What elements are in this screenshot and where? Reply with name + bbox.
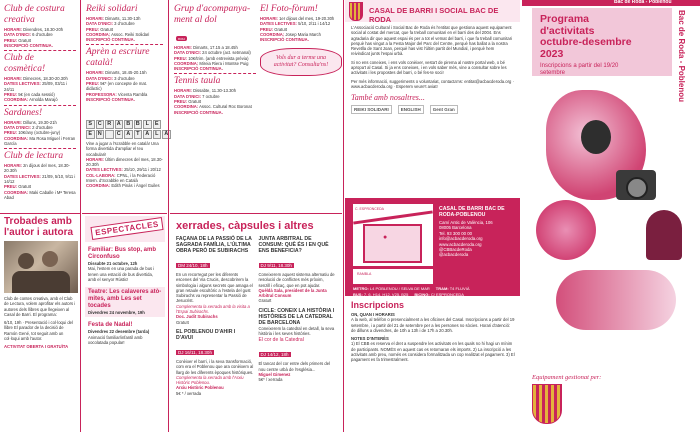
address-line[interactable]: @CBBacdeRoda — [439, 247, 472, 253]
talk-item — [259, 236, 337, 304]
map-pin-icon: ● — [383, 234, 388, 241]
column-3-right-items — [256, 0, 346, 78]
activity-line-label: DATES LECTIVES: — [4, 81, 41, 87]
activity-line-value: 3 d'octubre — [114, 21, 135, 27]
activity-line-value: Josep Maria March — [285, 31, 321, 37]
activity-line-label: PREU: — [174, 99, 188, 105]
talk-subtitle: El cor de la Catedral — [258, 337, 304, 344]
transport-label: BICING: — [414, 292, 430, 297]
activity-line-value: 6 d'octubre — [32, 32, 53, 38]
authors-photo — [4, 241, 78, 293]
transport-item — [353, 286, 430, 291]
activity-line-label: HORARI: — [260, 16, 278, 21]
activity-line — [174, 66, 256, 71]
address-line[interactable]: @acbacderoda — [439, 252, 469, 258]
event-item — [85, 245, 165, 284]
activity-line-value: Gratuït — [18, 184, 32, 190]
talk-title: CICLE: CONEIX LA HISTÒRIA I HISTÒRIES DE LA CATEDRAL DE BARCELONA — [258, 307, 335, 326]
divider — [170, 213, 342, 214]
activity-line-label: PREU: — [4, 37, 18, 43]
activity-line-value: Edith Pinás i Àngel Guiles — [111, 183, 160, 189]
activity-line-label: COL·LABORA: — [86, 172, 116, 178]
activity-line-value: Gratuït — [188, 99, 202, 105]
activity-line-value: Vicenta Rambla — [117, 91, 148, 97]
activity-line-value: Dimarts, 11.30-13h — [105, 16, 141, 21]
mask-icon — [646, 210, 682, 260]
activity-line-value: Assoc. Cultural Roc Boronat — [199, 104, 252, 110]
activity-line-label: INSCRIPCIÓ CONTINUA. — [174, 109, 223, 115]
activity-line-label: COORDINA: — [174, 60, 199, 66]
scrabble-tile: N — [96, 130, 105, 139]
event-body: Animació familiar/infantil amb xocolatada popular! — [88, 334, 143, 346]
scrabble-tile: B — [124, 120, 133, 129]
scrabble-details — [86, 157, 163, 189]
map-label-1: C. ESPRONCEDA — [355, 207, 384, 211]
activity-title: Club de cosmètica! — [4, 53, 46, 75]
address-block — [345, 198, 520, 296]
activity-line-label: HORARI: — [4, 163, 22, 169]
activity-line-label: HORARI: — [86, 16, 104, 21]
activity-line-label: HORARI: — [174, 88, 192, 94]
separator — [4, 148, 76, 149]
activity-line-label: DATES LECTIVES: — [260, 21, 297, 27]
activity-line-value: Dissabte, 11.30-13.30h — [193, 88, 237, 94]
event-title: Festa de Nadal! — [88, 322, 133, 329]
activity-line-value: CPNL, i la Federació Intern. d'Scrabble en Català — [86, 172, 156, 184]
activity-item — [4, 53, 76, 102]
activity-line-value: Gratuït — [100, 26, 114, 32]
partner-logo: Gent Gran — [430, 105, 458, 114]
activity-line-value: 1er dijous del mes, 19-20.30h — [279, 16, 335, 21]
activity-line — [86, 81, 163, 92]
column-4 — [345, 0, 520, 432]
activity-line-value: 7 octubre — [202, 93, 220, 99]
scrabble-body: Vine a jugar a l'scrabble en català! Una forma divertida d'ampliar el teu vocabulari! — [86, 141, 159, 157]
crest-icon — [349, 2, 363, 21]
cover — [522, 0, 700, 432]
transport-value: 7, 6, H14, H12, V25, B25 — [363, 292, 409, 297]
activity-line-value: 5€* (en concepte de mat. didàctic) — [86, 81, 147, 92]
partners-logos — [351, 105, 514, 114]
activity-line-label: INSCRIPCIÓ CONTINUA. — [174, 66, 223, 72]
activity-line-value: 3 d'octubre — [114, 75, 135, 81]
scrabble-tile — [105, 130, 114, 139]
cover-subtitle: Inscripcions a partir del 19/20 setembre — [540, 63, 619, 76]
managed-by: Equipament gestionat per: — [532, 374, 602, 381]
scrabble-tile: L — [143, 120, 152, 129]
talk-price — [259, 377, 337, 382]
scrabble-tiles-top — [86, 120, 161, 129]
activity-line — [86, 183, 163, 188]
activity-line — [4, 81, 76, 92]
about-paragraph: L'Associació Cultural i Social Bac de Roda és l'entitat que gestiona aquest equipament social al costat del mercat, que fa treball comunitari en el barri des del 2004. Ens agradaria dir que aquest espai és per a tot el veïnat del barri, i que fa treball comunitari perquè has vingut a la Festa Major del Parc del Centre, perquè has ballat a la nostra Revetlla de Sant Joan, perquè has vist l'últim partit del Mundial, i perquè hem reivindicat junts l'espai urbà. — [351, 25, 513, 57]
inscriptions-body: A la web, al telèfon o presencialment a les oficines del Casal. Inscripcions a partir del 19 setembre, i a partir del 21 de setembre per a les persones no sòcies. Horari d'atenció: de dilluns a divendres, de 10h a 13h i de 17h a 20.30h. — [351, 317, 515, 333]
scrabble-tiles — [86, 120, 169, 139]
inscriptions-head: ON, QUAN I HORARIS — [351, 312, 395, 317]
activity-item — [4, 4, 76, 48]
address-line: Tel. 93 300 00 00 — [439, 230, 472, 236]
activity-line-label: DATA D'INICI: — [174, 50, 201, 56]
talk-price-value: Gratuït — [176, 319, 189, 325]
event-title: Teatre: Les calaveres atò-mites, amb Les set tocades — [88, 289, 162, 310]
talk-item — [176, 236, 254, 325]
talk-price-value: Gratuït — [258, 298, 272, 304]
activity-line-label: COORDINA: — [4, 189, 29, 195]
activity-item — [4, 151, 76, 200]
column-3-top — [170, 0, 342, 213]
activity-line-value: 2n dijous del mes, 18.30-20.30h — [4, 163, 70, 174]
inscriptions-title: Inscripcions — [351, 300, 405, 310]
address-line: Camí Antic de València, 106 — [439, 220, 493, 225]
activity-title: Tennis taula — [174, 76, 221, 87]
address-line[interactable]: www.acbacderoda.org — [439, 241, 482, 247]
activity-line-label: INSCRIPCIÓ CONTINUA. — [4, 42, 53, 48]
scrabble-tile: L — [153, 130, 162, 139]
column-1-items — [0, 0, 80, 202]
activity-line — [4, 136, 76, 147]
activity-line-label: HORARI: — [4, 27, 22, 32]
transport-value: L4 POBLENOU / SELVA DE MAR — [369, 286, 430, 291]
cover-header: Bac de Roda - Poblenou — [614, 0, 672, 5]
activity-line — [4, 190, 76, 201]
activity-line-label: DATA D'INICI: — [4, 124, 31, 130]
event-title: Familiar: Bus stop, amb Circonfuso — [88, 247, 157, 260]
talk-date: DJ 9/11, 18.30h — [260, 263, 292, 268]
activity-line-label: PREU: — [4, 92, 18, 98]
activity-line-label: COORDINA: — [4, 135, 29, 141]
activity-line-label: COORDINA: — [86, 183, 111, 189]
activity-line — [86, 97, 163, 102]
notes-body: 1) El CBB es reserva el dret a suspendre les activitats en les quals no hi hagi un mínim de participants. NOMÉS en aquest cas es retornaran els imports. 2) La inscripció a les activitats amb preu, només es considera formalitzada un cop realitzat el pagament. 3) El pagament es fa trimestralment. — [351, 341, 515, 363]
transport-label: BUS: — [353, 292, 363, 297]
about-section — [345, 22, 520, 117]
column-3 — [170, 0, 342, 432]
scrabble-tile: E — [153, 120, 162, 129]
talk-item — [259, 308, 337, 383]
activity-line-value: 5€ (en cada sessió) — [18, 92, 55, 98]
talk-price — [259, 298, 337, 303]
events-header — [85, 216, 165, 242]
scrabble-tile: A — [124, 130, 133, 139]
talk-title: JUNTA ARBITRAL DE CONSUM: QUÈ ÉS I EN QUÈ ENS BENEFICIA? — [258, 236, 329, 254]
transport-info — [353, 286, 518, 297]
talk-body: En un recorregut per les diferents escenes del Via Crucis, descobrirem la simbologia i alguns secrets que amaga el gran retaule escultòric a l'estela del gust Subirachs va representar la Passió de Jesucrist. — [176, 272, 253, 304]
activity-title: Aprèn a escriure català! — [86, 47, 150, 69]
event-item — [85, 287, 165, 317]
events-list — [85, 245, 165, 347]
talk-note: Complementa la xerrada amb la visita a l'Espai Subirachs. — [176, 303, 250, 315]
activity-item — [174, 76, 256, 114]
transport-label: METRO: — [353, 286, 369, 291]
cover-title: Programa d'activitats octubre-desembre 2023 — [540, 13, 632, 60]
talk-date: DM 24/10, 18h — [178, 263, 208, 268]
activity-line-value: 5/10, 2/11 i 14/12 — [298, 21, 331, 27]
activity-item — [86, 47, 163, 102]
activity-line-value: Dimarts, 18.45-20.15h — [105, 70, 147, 76]
activity-line — [260, 37, 342, 42]
scrabble-tile: C — [96, 120, 105, 129]
scrabble-tile: T — [134, 130, 143, 139]
activity-title: Club de costura creativa — [4, 4, 65, 25]
talks-title: xerrades, càpsules i altres — [176, 220, 314, 232]
activity-line-label: HORARI: — [174, 45, 192, 50]
event-body: Mai, l'estem en una parada de bus i tenen una estació de bus divertida, amb el senyor Rústic! — [88, 266, 155, 282]
address-title: CASAL DE BARRI BAC DE RODA-POBLENOU — [439, 206, 505, 218]
talk-teacher-value: Quèldà Sala, president de la Junta Arbitral Consum — [258, 287, 327, 299]
column-3-left-items — [170, 0, 260, 117]
activity-line-label: PREU: — [174, 55, 188, 61]
activity-line-label: HORARI: — [4, 76, 22, 82]
activity-line-value: Dilluns, 19.30-21h — [23, 119, 57, 125]
activity-line-label: COORDINA: — [174, 104, 199, 110]
cover-title-box — [532, 8, 672, 76]
authors-title: Trobades amb l'autor i autora — [4, 216, 74, 238]
scrabble-tile: E — [86, 130, 95, 139]
activity-line-label: DATA D'INICI: — [174, 93, 201, 99]
banner-text: CASAL DE BARRI I SOCIAL BAC DE RODA — [369, 6, 499, 24]
activity-line-label: DATES LECTIVES: — [86, 167, 123, 173]
event-item — [85, 320, 165, 347]
scrabble-tile: A — [115, 120, 124, 129]
talk-subbody: El tancat del cor entre dels primers del nou centre urbà de l'església... — [258, 361, 330, 372]
talk-note: Complementa la xerrada amb l'Arxiu Històric Poblenou. — [176, 374, 244, 386]
column-divider — [80, 0, 81, 432]
separator — [4, 105, 76, 106]
activity-line-value: 25/10, 29/11 i 20/12 — [124, 167, 161, 173]
talks-right — [259, 236, 337, 400]
scrabble-tile: A — [143, 130, 152, 139]
activity-item — [4, 108, 76, 146]
address-lines — [439, 220, 517, 258]
activity-line-label: INSCRIPCIÓ CONTINUA. — [260, 37, 309, 43]
scrabble-tile: B — [134, 120, 143, 129]
activity-title: El Foto-fòrum! — [260, 4, 318, 14]
talk-date: DJ 16/11, 18.30h — [178, 349, 212, 355]
activity-line-value: 10€/trim. (amb entrevista prèvia) — [188, 55, 249, 61]
activity-line-value: Divendres, 18.30-20h — [23, 27, 64, 32]
activity-line-value: Assoc. Reiki Solidari — [111, 31, 150, 37]
activity-line-value: 2 d'octubre — [32, 124, 53, 130]
talk-subdate: DJ 14/12, 18h — [260, 352, 289, 358]
new-badge: nou — [178, 36, 185, 41]
separator — [4, 50, 76, 51]
events-header-label: ESPECTACLES — [90, 217, 163, 240]
activity-line-value: Arnolda Marajó — [29, 97, 58, 103]
cover-top-band — [522, 0, 700, 6]
activity-title: Reiki solidari — [86, 4, 138, 14]
activity-line-value: 24 octubre (act. setmanal) — [202, 50, 251, 56]
activity-item — [86, 4, 163, 42]
activity-line-label: PREU: — [260, 26, 274, 32]
activity-title: Club de lectura — [4, 151, 64, 162]
activity-line-label: INSCRIPCIÓ CONTINUA. — [86, 37, 135, 43]
about-paragraph: Si no ens coneixes, i ens vols conèixer, vesta't de pirema al nostre portal web, o bé apropa't al Casal. Si ja ens coneixes, i en vols saber més, vine a consultar sobre les activitats i les propostes del barri, o bé fes-te soci! — [351, 59, 507, 76]
authors-section — [4, 216, 78, 350]
activity-line-label: COORDINA: — [4, 97, 29, 103]
transport-value: T4 FLUVIÀ — [449, 286, 470, 291]
activity-line-label: INSCRIPCIÓ CONTINUA. — [86, 96, 135, 102]
scrabble-tile: S — [86, 120, 95, 129]
activity-line — [4, 43, 76, 48]
activity-line — [4, 174, 76, 185]
activity-line-value: 25/09, 03/11 i 24/11 — [4, 81, 68, 92]
column-divider — [168, 0, 169, 432]
activity-line-label: DATES LECTIVES: — [4, 173, 41, 179]
divider — [82, 213, 167, 214]
activity-line-label: HORARI: — [86, 70, 104, 76]
activity-line — [4, 163, 76, 174]
notes-head: NOTES D'INTERÈS — [351, 336, 389, 342]
event-date: Dissabte 21 octubre, 12h — [88, 261, 138, 266]
cta-bubble[interactable]: Vols dur a terme una activitat? Consulta'ns! — [260, 48, 342, 76]
talk-title: FAÇANA DE LA PASSIÓ DE LA SAGRADA FAMÍLIA, L'ÚLTIMA OBRA PERÒ DE SUBIRACHS — [176, 236, 252, 254]
address-line[interactable]: info@acbacderoda.org — [439, 236, 483, 242]
activity-line — [86, 173, 163, 184]
scrabble-tile: C — [115, 130, 124, 139]
transport-value: C/ ESPRONCEDA — [430, 292, 464, 297]
inscriptions-section — [351, 299, 515, 363]
column-2-items — [82, 0, 167, 104]
activity-item — [174, 4, 256, 71]
scrabble-tile: À — [162, 130, 171, 139]
activity-line — [86, 157, 163, 168]
talk-body: Coneixerem aquest sistema alternatiu de resolució de conflictes més pròxim, senzill i eficaç, que en pot ajudar. — [258, 272, 335, 288]
talk-teacher-value: Miguel Gimenez — [258, 371, 291, 377]
activity-title: Sardanes! — [4, 107, 43, 118]
activity-line-label: PROFESSORA: — [86, 91, 117, 97]
activity-line-label: COORDINA: — [260, 31, 285, 37]
activity-line-value: Gratuït — [274, 26, 288, 32]
activity-line-value: Dimarts, 17.15 a 18.45h — [193, 45, 238, 50]
activity-line-value: 21/09, 5/10, 9/11 i 14/12 — [4, 173, 76, 185]
activity-line — [174, 110, 256, 115]
talk-body: Coneixerem la catedral en detall, la seva història i les seves històries. — [258, 325, 335, 337]
talk-teacher-value: Arxiu Històric Poblenou — [176, 385, 224, 391]
talk-title: EL POBLENOU D'AHIR I D'AVUI — [176, 328, 236, 341]
separator — [174, 73, 256, 74]
scrabble-section — [86, 120, 169, 189]
activity-line-value: 10€/any (octubre-juny) — [18, 130, 61, 136]
talk-teacher-value: Doc. Judit Subirachs — [176, 314, 218, 320]
transport-item — [353, 292, 408, 297]
activity-line-label: DATA D'INICI: — [86, 21, 113, 27]
activity-line-label: PREU: — [86, 81, 100, 87]
talks-columns — [176, 236, 336, 400]
activity-line-value: Ma Rosa Miguel i Ferran García — [4, 135, 76, 146]
activity-line-label: PREU: — [4, 130, 18, 136]
scrabble-tile: R — [105, 120, 114, 129]
activity-line — [86, 37, 163, 42]
column-divider — [343, 0, 344, 432]
transport-label: TRAM: — [435, 286, 449, 291]
activity-line-label: DATA D'INICI: — [4, 32, 31, 38]
activity-line-label: DATA D'INICI: — [86, 75, 113, 81]
address-line: 08005 Barcelona — [439, 225, 472, 231]
events-section — [85, 216, 165, 347]
banner — [345, 0, 520, 22]
cover-collage — [526, 80, 696, 380]
separator — [86, 44, 163, 45]
activity-line-label: COORDINA: — [86, 31, 111, 37]
activity-line-value: Últim dimecres del mes, 18.30-20.30h — [86, 156, 163, 168]
activity-line-label: HORARI: — [86, 156, 104, 162]
about-paragraph: Per més informació, suggeriments o voluntariat, contacta'ns: entitat@acbacderoda.org · www.acbacderoda.org · Esperem veure't aviat! — [351, 78, 514, 89]
about-paragraphs — [351, 25, 514, 89]
event-date: Divendres 24 novembre, 19h — [88, 310, 145, 316]
scrabble-tiles-bottom — [86, 130, 171, 139]
talk-price — [176, 320, 254, 325]
partner-logo: REIKI SOLIDARI — [351, 105, 392, 114]
talks-left — [176, 236, 254, 400]
partners-title: També amb nosaltres... — [351, 93, 425, 103]
partner-logo: ENGLISH — [398, 105, 424, 114]
activity-line-value: Mireia Riera i Montse Puig — [199, 60, 249, 66]
activity-title: Grup d'acompanya-ment al dol — [174, 4, 251, 25]
authors-footer: ACTIVITAT OBERTA I GRATUÏTA — [4, 344, 69, 350]
column-1 — [0, 0, 80, 432]
authors-event: 6/10, 19h · Presentació i col·loqui del llibre El parador de la decisió de Ramón Gené, tot seguit amb un col·loqui amb l'autor. — [4, 320, 73, 342]
manager-crest-icon — [532, 384, 562, 424]
activity-line-label: PREU: — [86, 26, 100, 32]
talk-price — [176, 391, 254, 396]
activity-line-label: HORARI: — [4, 119, 22, 125]
talk-price-value: 5€ * / xerrada — [176, 390, 202, 396]
transport-item — [436, 286, 470, 291]
column-2 — [82, 0, 167, 432]
activity-line-value: Dimecres, 18.30-20.30h — [23, 76, 68, 82]
activity-item — [260, 4, 342, 42]
map-label-2: RAMBLA — [357, 272, 372, 276]
map — [353, 204, 433, 284]
divider — [0, 213, 80, 214]
talk-item — [176, 329, 254, 396]
talk-body: Conèixer el barri, i la seva transformació, com era el Poblenou que ara conèixem al llarg de les diferents èpoques històriques. — [176, 358, 254, 375]
authors-body: Club de contes creativa, amb el Club de Lectura, volem aprofitar els autors i autores dels llibres que llegeixen al Casal de Barri. El programa: — [4, 296, 76, 317]
activity-line-value: Gratuït — [18, 37, 32, 43]
talks-section — [176, 220, 336, 400]
transport-item — [414, 292, 464, 297]
event-date: Divendres 22 desembre (tarda) — [88, 329, 150, 335]
activity-line-label: PREU: — [4, 184, 18, 190]
talk-teacher — [259, 288, 337, 299]
talk-price-value: 5€* / xerrada — [258, 377, 283, 383]
cover-side-text: Bac de Roda - Poblenou — [677, 10, 686, 103]
activity-line — [4, 97, 76, 102]
activity-line-value: Maki Caballe i Mª Teresa Abad — [4, 189, 76, 200]
address-info — [439, 206, 517, 258]
